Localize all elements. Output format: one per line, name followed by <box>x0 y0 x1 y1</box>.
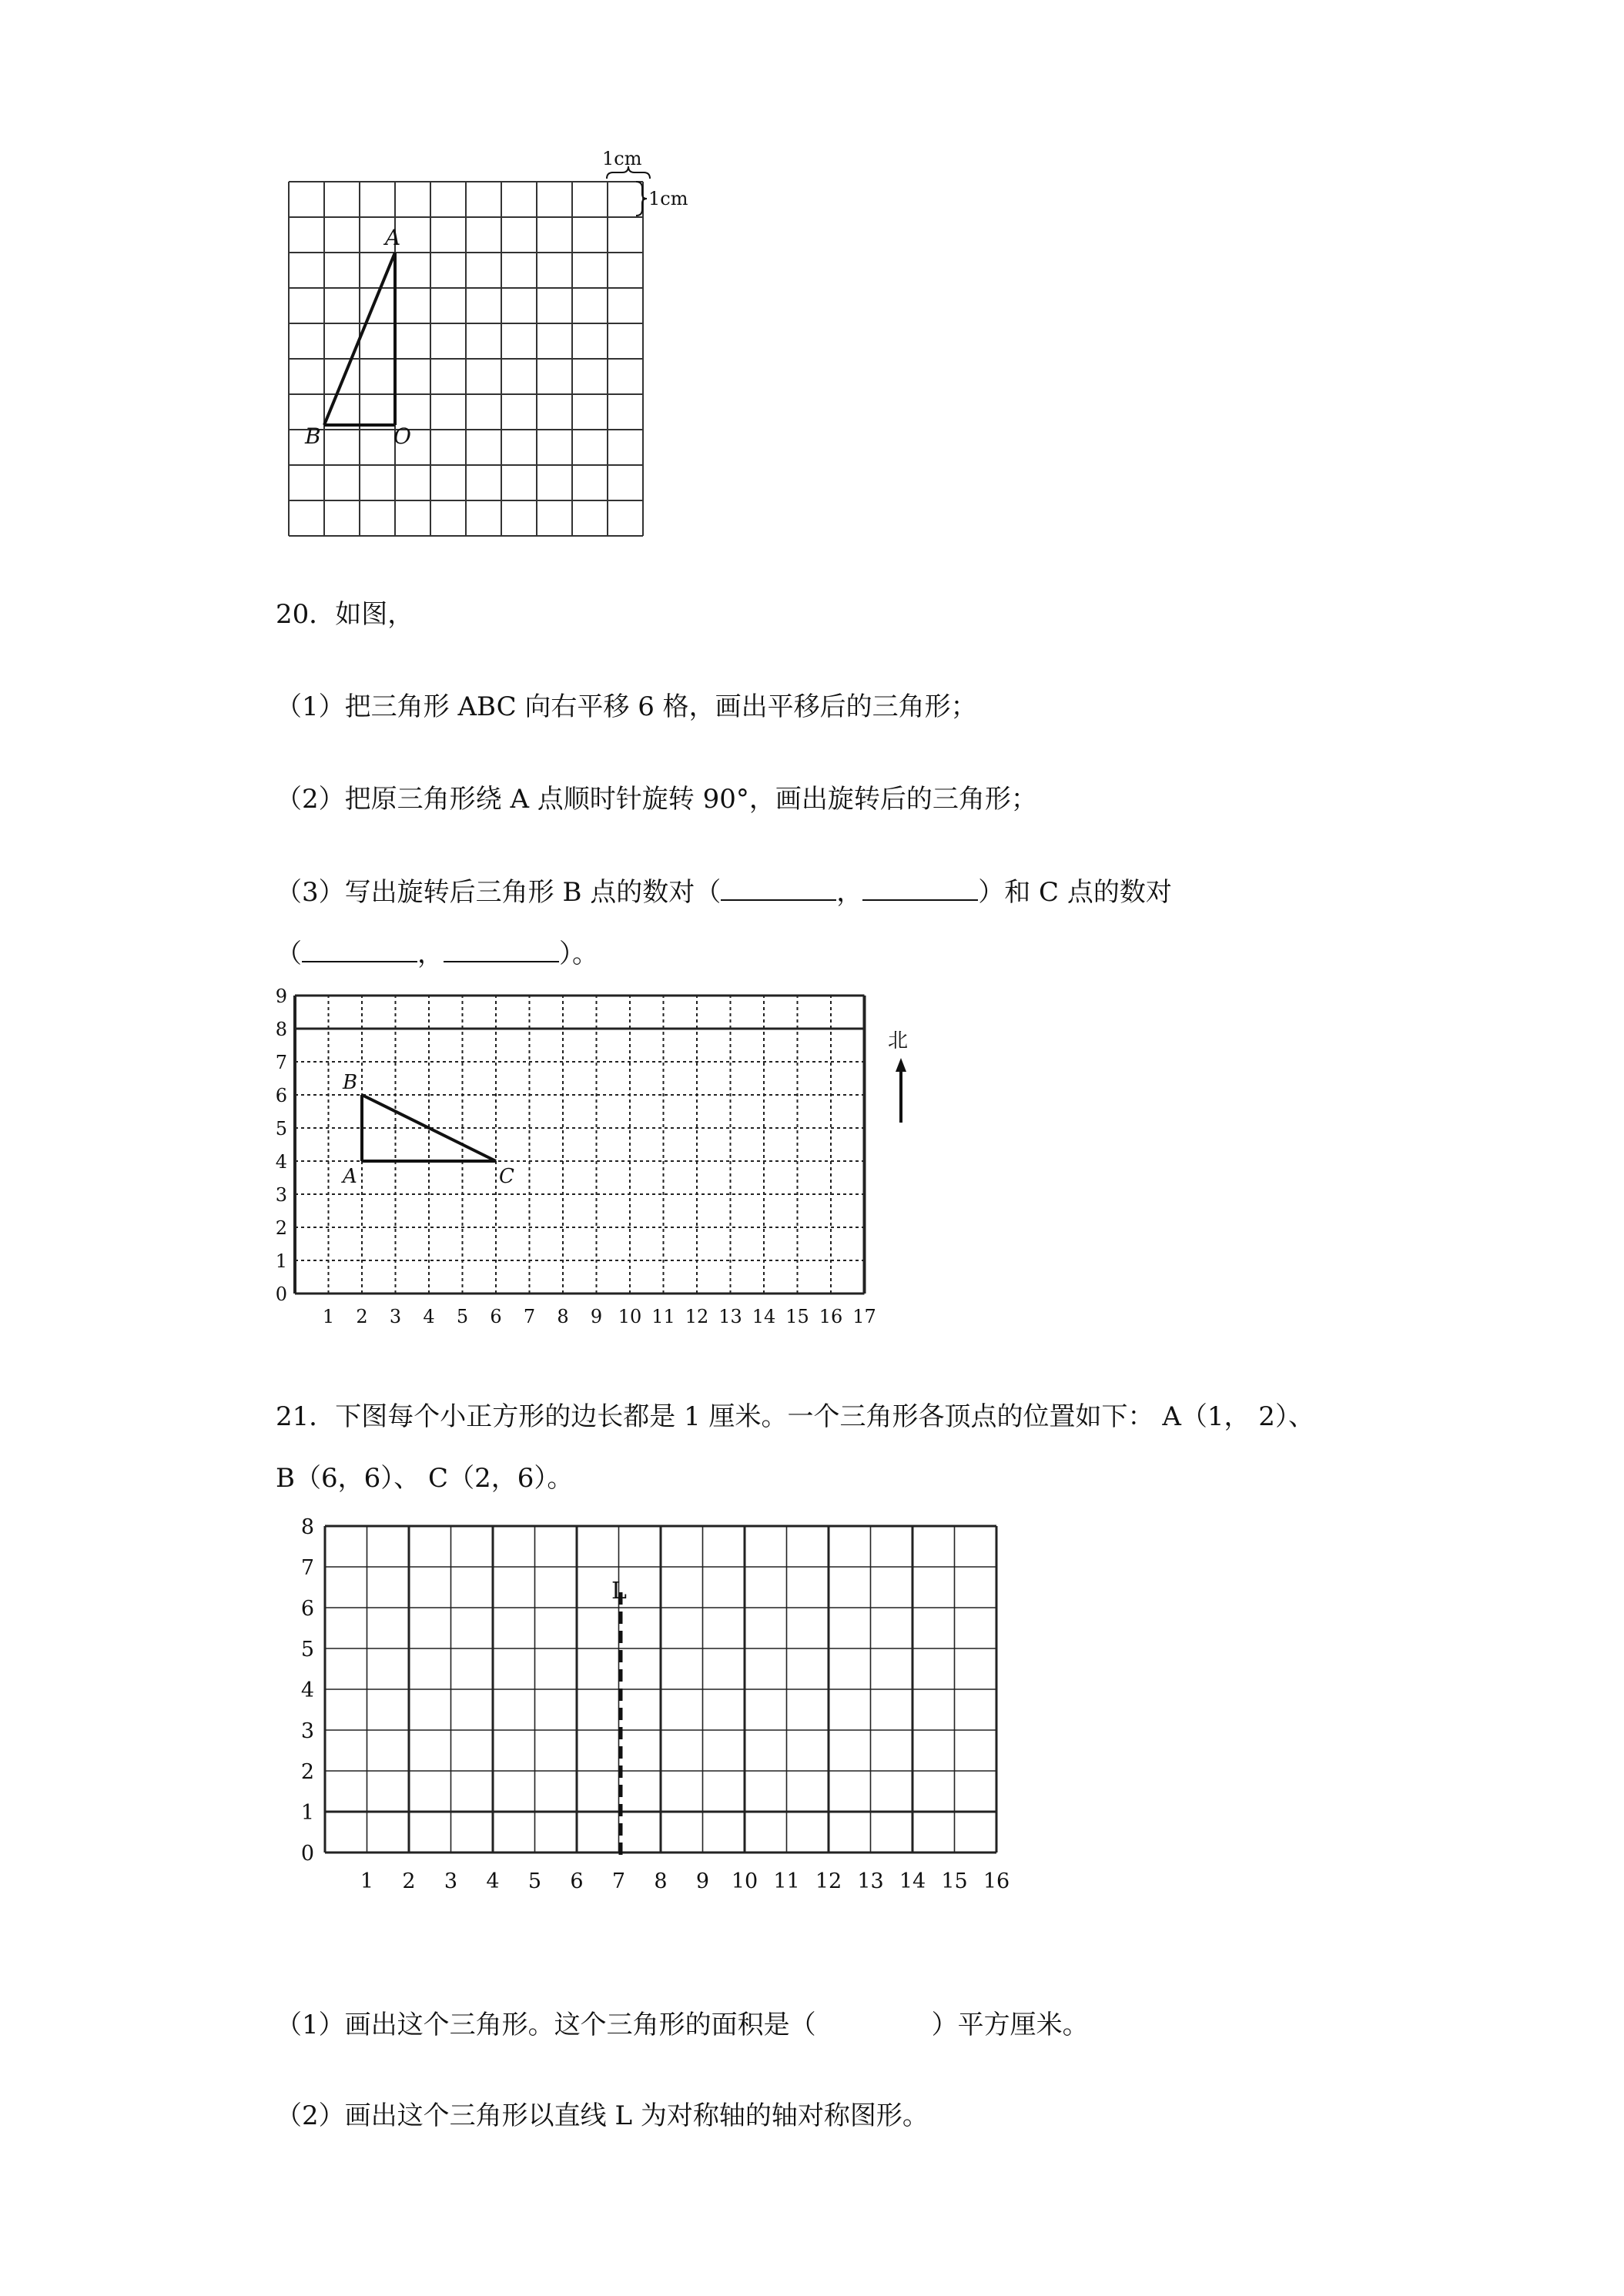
y-tick-label: 9 <box>275 986 287 1007</box>
x-tick-label: 3 <box>444 1869 458 1893</box>
label-point-b: B <box>343 1071 358 1094</box>
x-tick-label: 4 <box>423 1306 435 1327</box>
symmetry-axis-label: L <box>611 1578 627 1605</box>
x-tick-label: 1 <box>360 1869 374 1893</box>
x-tick-label: 15 <box>941 1869 968 1893</box>
label-point-b: B <box>305 423 321 449</box>
q21-part1 <box>276 2010 1089 2040</box>
x-tick-label: 6 <box>570 1869 584 1893</box>
y-tick-label: 1 <box>275 1250 287 1272</box>
q21-line1: 21．下图每个小正方形的边长都是 1 厘米。一个三角形各顶点的位置如下： A（1， 2）、 <box>276 1401 1314 1432</box>
x-tick-label: 4 <box>486 1869 500 1893</box>
x-tick-label: 11 <box>773 1869 800 1893</box>
x-tick-label: 13 <box>857 1869 884 1893</box>
y-tick-label: 2 <box>275 1217 287 1239</box>
q20-part4-text-b: ， <box>417 939 444 969</box>
q21-part1-text-b: ）平方厘米。 <box>931 2010 1089 2040</box>
x-tick-label: 13 <box>718 1306 742 1327</box>
y-tick-label: 5 <box>300 1638 314 1662</box>
y-tick-label: 3 <box>300 1719 314 1743</box>
x-tick-label: 8 <box>557 1306 569 1327</box>
y-tick-label: 4 <box>275 1151 287 1173</box>
label-point-o: O <box>393 423 411 449</box>
y-tick-label: 2 <box>300 1760 314 1784</box>
q20-part3-text-c: ）和 C 点的数对 <box>978 877 1172 908</box>
x-tick-label: 5 <box>456 1306 469 1327</box>
q21-part1-text-a: （1）画出这个三角形。这个三角形的面积是（ <box>276 2010 816 2040</box>
x-tick-label: 7 <box>611 1869 626 1893</box>
x-tick-label: 14 <box>752 1306 776 1327</box>
x-tick-label: 15 <box>785 1306 809 1327</box>
x-tick-label: 14 <box>899 1869 926 1893</box>
q20-title: 20．如图， <box>276 599 414 630</box>
y-tick-label: 6 <box>300 1597 314 1621</box>
q20-part4-text-a: （ <box>276 939 302 969</box>
y-tick-label: 0 <box>275 1284 287 1305</box>
unit-label-horizontal: 1cm <box>602 148 642 169</box>
y-tick-label: 3 <box>275 1184 287 1206</box>
q21-part2: （2）画出这个三角形以直线 L 为对称轴的轴对称图形。 <box>276 2100 929 2131</box>
x-tick-label: 17 <box>852 1306 876 1327</box>
x-tick-label: 10 <box>731 1869 758 1893</box>
label-point-a: A <box>385 225 401 250</box>
y-tick-label: 0 <box>300 1842 314 1866</box>
fig3-grid <box>325 1526 996 1853</box>
x-tick-label: 16 <box>983 1869 1010 1893</box>
q20-part3-text-b: ， <box>836 877 863 908</box>
x-tick-label: 3 <box>389 1306 402 1327</box>
x-tick-label: 10 <box>618 1306 642 1327</box>
x-tick-label: 1 <box>322 1306 335 1327</box>
unit-label-vertical: 1cm <box>648 188 688 209</box>
q20-part1: （1）把三角形 ABC 向右平移 6 格，画出平移后的三角形； <box>276 691 977 722</box>
x-tick-label: 12 <box>685 1306 709 1327</box>
y-tick-label: 7 <box>275 1052 287 1073</box>
y-tick-label: 8 <box>300 1515 314 1539</box>
label-point-c: C <box>499 1165 514 1188</box>
x-tick-label: 7 <box>523 1306 536 1327</box>
x-tick-label: 11 <box>651 1306 675 1327</box>
q20-part3-text-a: （3）写出旋转后三角形 B 点的数对（ <box>276 877 722 908</box>
y-tick-label: 6 <box>275 1085 287 1106</box>
north-label: 北 <box>888 1029 909 1053</box>
label-point-a: A <box>343 1165 357 1188</box>
y-tick-label: 4 <box>300 1678 314 1702</box>
x-tick-label: 9 <box>695 1869 710 1893</box>
x-tick-label: 9 <box>590 1306 603 1327</box>
fig3-tick-labels <box>301 1515 1010 1893</box>
x-tick-label: 12 <box>815 1869 842 1893</box>
x-tick-label: 2 <box>402 1869 416 1893</box>
y-tick-label: 1 <box>300 1801 314 1825</box>
x-tick-label: 5 <box>527 1869 542 1893</box>
y-tick-label: 8 <box>275 1019 287 1040</box>
q21-line2: B（6，6）、 C（2，6）。 <box>276 1463 574 1494</box>
q20-part2: （2）把原三角形绕 A 点顺时针旋转 90°，画出旋转后的三角形； <box>276 784 1037 815</box>
x-tick-label: 16 <box>819 1306 843 1327</box>
q20-part4-text-c: ）。 <box>559 939 598 969</box>
x-tick-label: 8 <box>654 1869 668 1893</box>
x-tick-label: 2 <box>356 1306 368 1327</box>
y-tick-label: 5 <box>275 1118 287 1140</box>
x-tick-label: 6 <box>490 1306 502 1327</box>
y-tick-label: 7 <box>300 1556 314 1580</box>
